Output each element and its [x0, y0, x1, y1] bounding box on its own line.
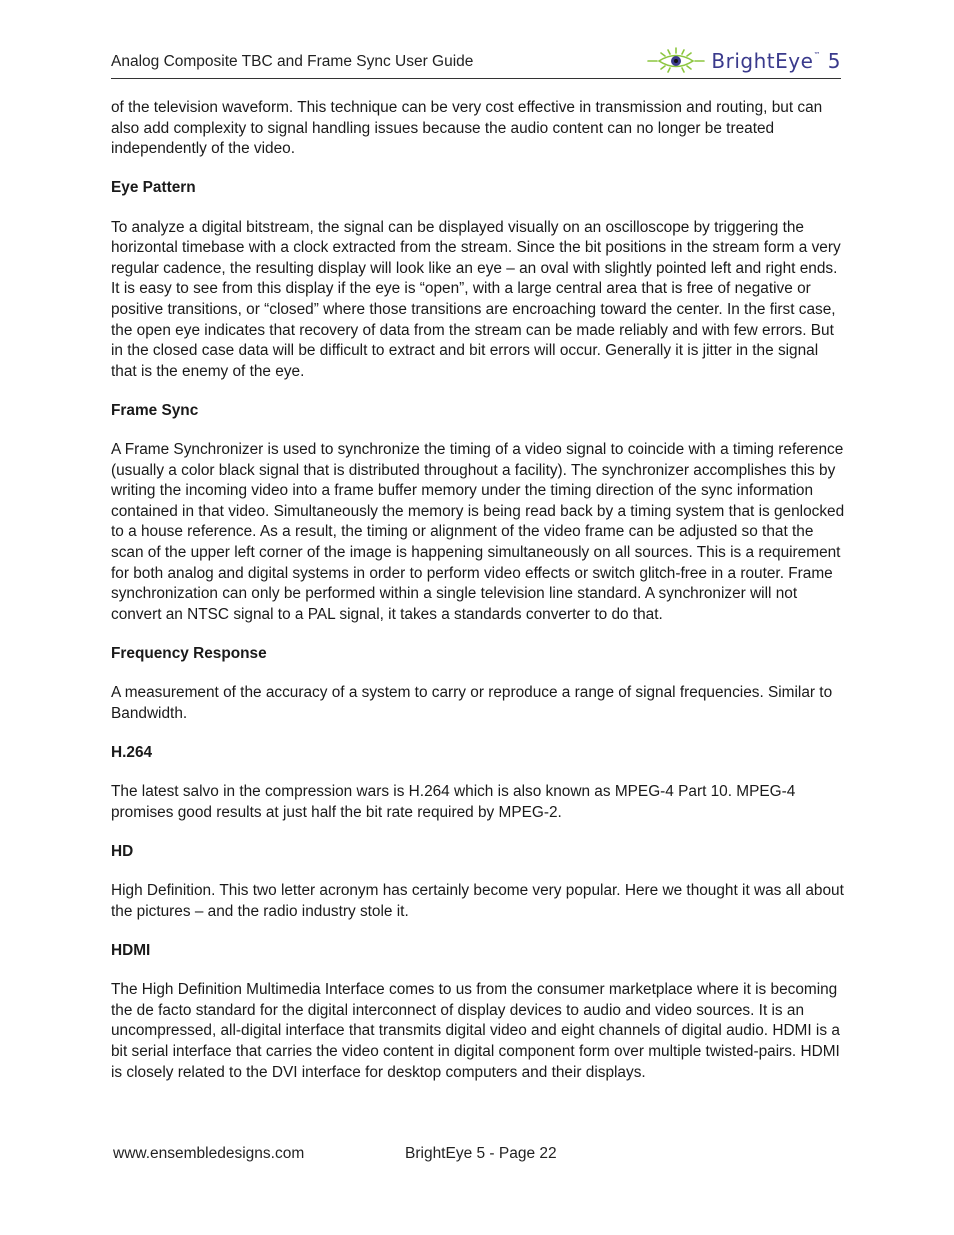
heading-h264: H.264 — [111, 744, 153, 761]
heading-frame-sync: Frame Sync — [111, 401, 199, 419]
footer-website[interactable]: www.ensembledesigns.com — [113, 1145, 305, 1162]
heading-hd: HD — [111, 842, 134, 860]
eye-icon — [645, 46, 707, 76]
paragraph-frame-sync: A Frame Synchronizer is used to synchronize the timing of a video signal to coincide with a timing reference (usually a color black signal that is distributed throughout a facility). The synchronizer accomplishes this by writing the incoming video into a frame buffer memory under the timing direction of the sync information contained in that video. Simultaneously the memory is being read back by a timing system that is genlocked to a house reference. As a result, the timing or alignment of the video frame can be adjusted so that the scan of the upper left corner of the image is happening simultaneously on all sources. This is a requirement for both analog and digital systems in order to perform video effects or switch glitch-free in a router. Frame synchronization can only be performed within a single television line standard. A synchronizer will not convert an NTSC signal to a PAL signal, it takes a standards converter to do that. — [111, 441, 845, 623]
document-title: Analog Composite TBC and Frame Sync User Guide — [111, 53, 474, 70]
page-header — [111, 44, 841, 79]
paragraph-h264: The latest salvo in the compression wars is H.264 which is also known as MPEG-4 Part 10. MPEG-4 promises good results at just half the bit rate required by MPEG-2. — [111, 783, 796, 821]
heading-eye-pattern: Eye Pattern — [111, 179, 196, 197]
brighteye-logo — [645, 44, 841, 78]
footer-page-number: BrightEye 5 - Page 22 — [405, 1145, 557, 1162]
paragraph-frequency-response: A measurement of the accuracy of a system to carry or reproduce a range of signal frequencies. Similar to Bandwidth. — [111, 684, 833, 722]
page-content — [111, 98, 846, 1083]
paragraph-hd: High Definition. This two letter acronym has certainly become very popular. Here we thought it was all about the pictures – and the radio industry stole it. — [111, 882, 844, 920]
intro-paragraph: of the television waveform. This technique can be very cost effective in transmission and routing, but can also add complexity to signal handling issues because the audio content can no longer be treated independently of the video. — [111, 99, 823, 158]
heading-frequency-response: Frequency Response — [111, 645, 267, 663]
heading-hdmi: HDMI — [111, 941, 151, 959]
paragraph-hdmi: The High Definition Multimedia Interface comes to us from the consumer marketplace where it is becoming the de facto standard for the digital interconnect of display devices to audio and video sources. It is an uncompressed, all-digital interface that transmits digital video and eight channels of digital audio. HDMI is a bit serial interface that carries the video content in digital component form over multiple twisted-pairs. HDMI is closely related to the DVI interface for desktop computers and their displays. — [111, 981, 840, 1081]
logo-wordmark: BrightEye™ 5 — [711, 49, 841, 73]
paragraph-eye-pattern: To analyze a digital bitstream, the signal can be displayed visually on an oscilloscope by triggering the horizontal timebase with a clock extracted from the stream. Since the bit positions in the stream form a very regular cadence, the resulting display will look like an eye – an oval with slightly pointed left and right ends. It is easy to see from this display if the eye is “open”, with a large central area that is free of negative or positive transitions, or “closed” where those transitions are encroaching toward the center. In the first case, the open eye indicates that recovery of data from the stream can be made reliably and with few errors. But in the closed case data will be difficult to extract and bit errors will occur. Generally it is jitter in the signal that is the enemy of the eye. — [111, 218, 841, 380]
